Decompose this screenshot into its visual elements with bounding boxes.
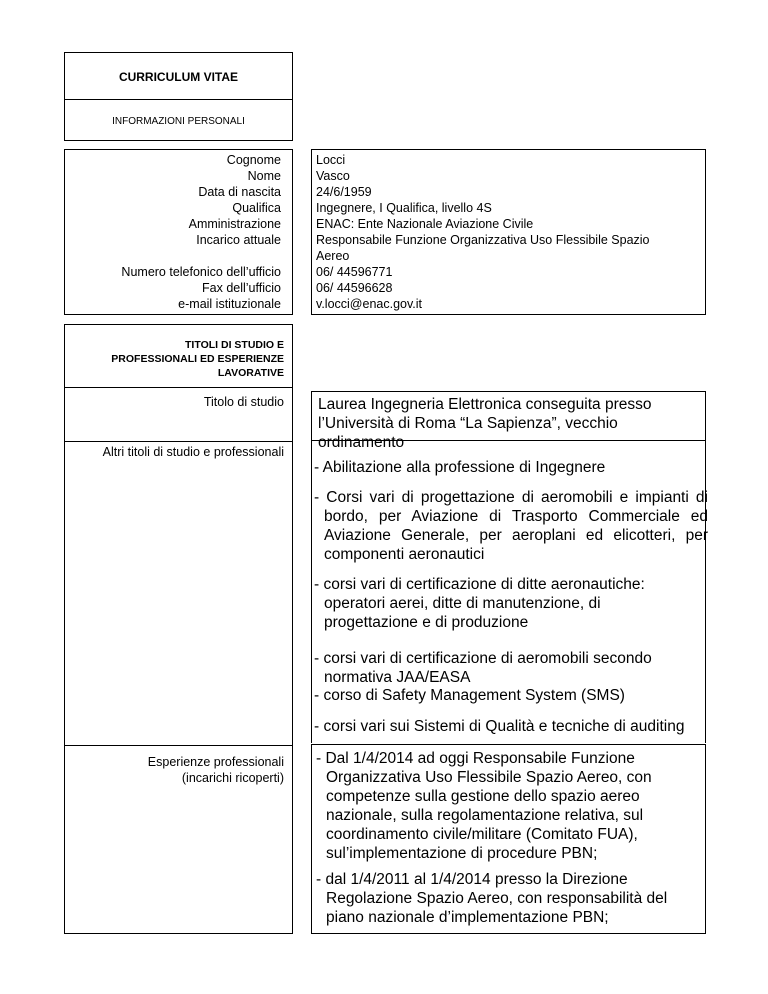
label-esperienze-line1: Esperienze professionali (147, 755, 284, 769)
esperienze-item-1: - Dal 1/4/2014 ad oggi Responsabile Funzione Organizzativa Uso Flessibile Spazio Aereo, con competenze sulla gestione dello spazio aereo nazionale, sulla regolamentazione relativa, sul coordinamento civile/militare (Comitato FUA), sul’implementazione di procedure PBN; (316, 750, 652, 862)
value-data-nascita: 24/6/1959 (316, 185, 372, 199)
value-telefono: 06/ 44596771 (316, 265, 393, 279)
section2-title-divider (65, 387, 292, 388)
section2-labels-box (64, 324, 293, 934)
label-amministrazione: Amministrazione (188, 217, 281, 231)
section2-title-line3: LAVORATIVE (217, 367, 284, 379)
label-fax: Fax dell’ufficio (202, 281, 281, 295)
personal-values-box (311, 149, 706, 315)
altri-item-4: - corsi vari di certificazione di aeromobili secondo normativa JAA/EASA (314, 650, 652, 686)
titolo-divider (65, 441, 292, 442)
value-amministrazione: ENAC: Ente Nazionale Aviazione Civile (316, 217, 534, 231)
label-altri-titoli: Altri titoli di studio e professionali (102, 445, 284, 459)
value-incarico-line2: Aereo (316, 249, 350, 263)
label-telefono: Numero telefonico dell’ufficio (121, 265, 281, 279)
label-titolo-studio: Titolo di studio (203, 395, 284, 409)
label-esperienze-line2: (incarichi ricoperti) (181, 771, 284, 785)
section2-title-line1: TITOLI DI STUDIO E (185, 339, 284, 351)
cv-title: CURRICULUM VITAE (118, 70, 239, 84)
value-fax: 06/ 44596628 (316, 281, 393, 295)
altri-item-5: - corso di Safety Management System (SMS) (314, 687, 625, 704)
altri-item-3: - corsi vari di certificazione di ditte aeronautiche: operatori aerei, ditte di manutenzione, di progettazione e di produzione (314, 576, 645, 631)
label-nome: Nome (247, 169, 281, 183)
header-divider (65, 99, 292, 100)
value-titolo-studio: Laurea Ingegneria Elettronica conseguita presso l’Università di Roma “La Sapienza”, vecchio ordinamento (318, 396, 652, 451)
esperienze-item-2: - dal 1/4/2011 al 1/4/2014 presso la Direzione Regolazione Spazio Aereo, con responsabilità del piano nazionale d’implementazione PBN; (316, 871, 668, 926)
value-cognome: Locci (316, 153, 346, 167)
altri-item-2: - Corsi vari di progettazione di aeromobili e impianti di bordo, per Aviazione di Trasporto Commerciale ed Aviazione Generale, per aeroplani ed elicotteri, per componenti aeronautici (314, 489, 708, 563)
label-qualifica: Qualifica (232, 201, 281, 215)
section-personal-info-title: INFORMAZIONI PERSONALI (112, 116, 245, 127)
personal-labels-box (64, 149, 293, 315)
value-qualifica: Ingegnere, I Qualifica, livello 4S (316, 201, 492, 215)
cv-header-box (64, 52, 293, 141)
altri-item-6: - corsi vari sui Sistemi di Qualità e tecniche di auditing (314, 718, 685, 735)
label-incarico: Incarico attuale (196, 233, 281, 247)
value-incarico-line1: Responsabile Funzione Organizzativa Uso Flessibile Spazio (316, 233, 650, 247)
label-data-nascita: Data di nascita (198, 185, 281, 199)
altri-divider (65, 745, 292, 746)
section2-title-line2: PROFESSIONALI ED ESPERIENZE (111, 353, 284, 365)
value-nome: Vasco (316, 169, 350, 183)
altri-right-border-left (311, 441, 312, 743)
label-cognome: Cognome (226, 153, 281, 167)
label-email: e-mail istituzionale (178, 297, 281, 311)
altri-item-1: - Abilitazione alla professione di Ingegnere (314, 459, 606, 476)
value-email: v.locci@enac.gov.it (316, 297, 423, 311)
titolo-studio-box (311, 391, 706, 451)
esperienze-box (311, 744, 706, 934)
